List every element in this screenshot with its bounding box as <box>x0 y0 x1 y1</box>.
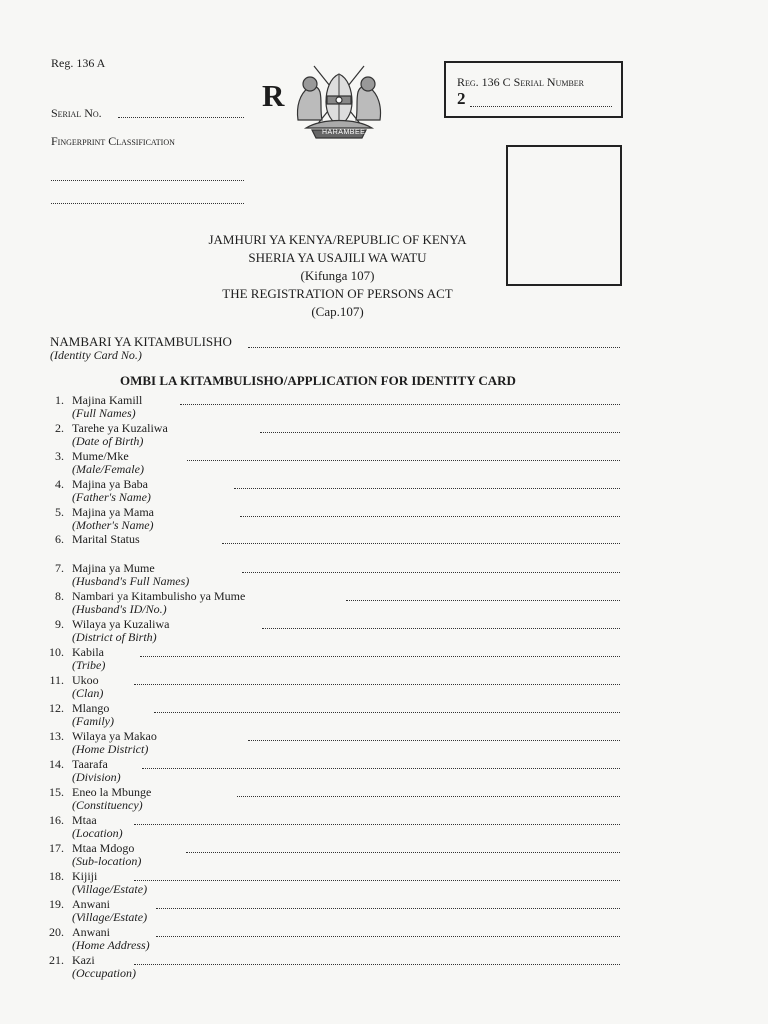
item-label: Mtaa Mdogo <box>72 841 135 855</box>
item-label: Majina Kamill <box>72 393 143 407</box>
item-sublabel: (Father's Name) <box>72 490 151 504</box>
form-item-20 <box>38 925 628 953</box>
item-label: Mume/Mke <box>72 449 129 463</box>
item-input-line[interactable] <box>140 656 620 657</box>
item-input-line[interactable] <box>180 404 620 405</box>
item-number: 15. <box>49 785 64 799</box>
form-item-15 <box>38 785 628 813</box>
item-label: Kazi <box>72 953 95 967</box>
form-item-19 <box>38 897 628 925</box>
item-sublabel: (Full Names) <box>72 406 136 420</box>
item-input-line[interactable] <box>260 432 620 433</box>
item-number: 18. <box>49 869 64 883</box>
item-label: Nambari ya Kitambulisho ya Mume <box>72 589 246 603</box>
item-label: Anwani <box>72 925 110 939</box>
item-sublabel: (Mother's Name) <box>72 518 154 532</box>
item-label: Marital Status <box>72 532 140 546</box>
item-sublabel: (Home District) <box>72 742 149 756</box>
item-input-line[interactable] <box>237 796 620 797</box>
item-label: Anwani <box>72 897 110 911</box>
form-item-11 <box>38 673 628 701</box>
item-label: Ukoo <box>72 673 99 687</box>
item-label: Kabila <box>72 645 104 659</box>
title-line-2: SHERIA YA USAJILI WA WATU <box>248 250 427 265</box>
form-item-18 <box>38 869 628 897</box>
form-item-10 <box>38 645 628 673</box>
item-number: 2. <box>55 421 64 435</box>
reg-label: Reg. 136 A <box>51 56 106 70</box>
form-item-1 <box>38 393 628 421</box>
item-input-line[interactable] <box>242 572 620 573</box>
item-number: 21. <box>49 953 64 967</box>
form-item-9 <box>38 617 628 645</box>
item-label: Majina ya Baba <box>72 477 148 491</box>
r-mark: R <box>262 78 285 113</box>
item-number: 10. <box>49 645 64 659</box>
item-input-line[interactable] <box>234 488 620 489</box>
item-input-line[interactable] <box>222 543 620 544</box>
form-title: OMBI LA KITAMBULISHO/APPLICATION FOR IDENTITY CARD <box>120 373 516 388</box>
item-number: 5. <box>55 505 64 519</box>
item-input-line[interactable] <box>134 824 620 825</box>
serial-no-field[interactable] <box>118 117 244 118</box>
item-label: Kijiji <box>72 869 98 883</box>
item-label: Tarehe ya Kuzaliwa <box>72 421 168 435</box>
item-number: 16. <box>49 813 64 827</box>
item-number: 7. <box>55 561 64 575</box>
item-sublabel: (Constituency) <box>72 798 143 812</box>
title-block <box>195 231 480 321</box>
title-line-4: THE REGISTRATION OF PERSONS ACT <box>222 286 453 301</box>
item-label: Mlango <box>72 701 110 715</box>
item-sublabel: (Family) <box>72 714 114 728</box>
form-item-17 <box>38 841 628 869</box>
item-number: 14. <box>49 757 64 771</box>
item-sublabel: (Clan) <box>72 686 104 700</box>
item-number: 8. <box>55 589 64 603</box>
form-item-12 <box>38 701 628 729</box>
photo-box[interactable] <box>506 145 622 286</box>
id-number-field[interactable] <box>248 347 620 348</box>
form-item-2 <box>38 421 628 449</box>
item-number: 20. <box>49 925 64 939</box>
item-sublabel: (Husband's Full Names) <box>72 574 190 588</box>
item-number: 13. <box>49 729 64 743</box>
form-item-8 <box>38 589 628 617</box>
item-sublabel: (Occupation) <box>72 966 136 980</box>
form-item-4 <box>38 477 628 505</box>
item-input-line[interactable] <box>186 852 620 853</box>
serial-number-label: Reg. 136 C Serial Number <box>457 75 585 89</box>
form-item-13 <box>38 729 628 757</box>
serial-number-field[interactable] <box>470 106 612 107</box>
item-sublabel: (Village/Estate) <box>72 882 148 896</box>
item-number: 11. <box>49 673 64 687</box>
item-number: 3. <box>55 449 64 463</box>
serial-number-value: 2 <box>457 89 466 108</box>
item-sublabel: (Division) <box>72 770 121 784</box>
item-input-line[interactable] <box>134 684 620 685</box>
coat-of-arms-icon <box>292 62 386 140</box>
item-input-line[interactable] <box>346 600 620 601</box>
item-number: 9. <box>55 617 64 631</box>
form-item-3 <box>38 449 628 477</box>
item-sublabel: (District of Birth) <box>72 630 157 644</box>
form-item-16 <box>38 813 628 841</box>
item-input-line[interactable] <box>134 880 620 881</box>
form-item-6 <box>38 532 628 560</box>
id-number-sub: (Identity Card No.) <box>50 348 142 362</box>
item-input-line[interactable] <box>187 460 620 461</box>
item-number: 17. <box>49 841 64 855</box>
form-item-21 <box>38 953 628 981</box>
item-sublabel: (Location) <box>72 826 123 840</box>
item-input-line[interactable] <box>142 768 620 769</box>
fingerprint-field-1[interactable] <box>51 180 244 181</box>
item-sublabel: (Village/Estate) <box>72 910 148 924</box>
title-line-5: (Cap.107) <box>311 304 364 319</box>
item-label: Mtaa <box>72 813 97 827</box>
item-label: Majina ya Mume <box>72 561 155 575</box>
item-number: 1. <box>55 393 64 407</box>
item-sublabel: (Male/Female) <box>72 462 144 476</box>
serial-number-box <box>444 61 623 118</box>
item-number: 6. <box>55 532 64 546</box>
id-number-label: NAMBARI YA KITAMBULISHO <box>50 334 232 349</box>
item-input-line[interactable] <box>156 908 620 909</box>
item-label: Majina ya Mama <box>72 505 154 519</box>
item-input-line[interactable] <box>240 516 620 517</box>
item-sublabel: (Sub-location) <box>72 854 142 868</box>
item-input-line[interactable] <box>262 628 620 629</box>
serial-no-label: Serial No. <box>51 106 102 120</box>
item-label: Wilaya ya Kuzaliwa <box>72 617 170 631</box>
item-label: Taarafa <box>72 757 108 771</box>
item-input-line[interactable] <box>156 936 620 937</box>
item-label: Wilaya ya Makao <box>72 729 157 743</box>
item-input-line[interactable] <box>134 964 620 965</box>
item-number: 4. <box>55 477 64 491</box>
form-item-5 <box>38 505 628 533</box>
coat-of-arms-motto: HARAMBEE <box>322 129 366 136</box>
form-item-7 <box>38 561 628 589</box>
title-line-3: (Kifunga 107) <box>300 268 375 283</box>
item-label: Eneo la Mbunge <box>72 785 152 799</box>
item-sublabel: (Tribe) <box>72 658 106 672</box>
item-sublabel: (Date of Birth) <box>72 434 144 448</box>
fingerprint-field-2[interactable] <box>51 203 244 204</box>
item-sublabel: (Home Address) <box>72 938 150 952</box>
item-input-line[interactable] <box>248 740 620 741</box>
title-line-1: JAMHURI YA KENYA/REPUBLIC OF KENYA <box>208 232 467 247</box>
item-input-line[interactable] <box>154 712 620 713</box>
item-number: 12. <box>49 701 64 715</box>
item-number: 19. <box>49 897 64 911</box>
form-item-14 <box>38 757 628 785</box>
fingerprint-label: Fingerprint Classification <box>51 134 175 148</box>
item-sublabel: (Husband's ID/No.) <box>72 602 167 616</box>
